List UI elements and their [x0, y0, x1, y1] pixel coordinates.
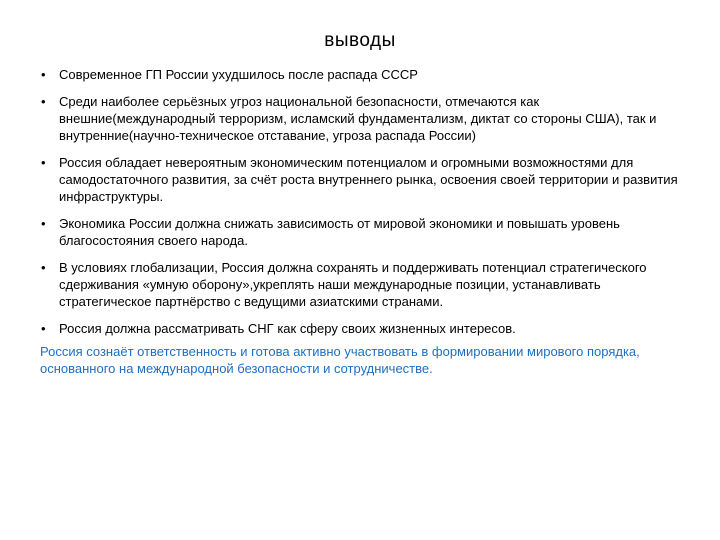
bullet-item [40, 154, 680, 205]
bullet-item [40, 93, 680, 144]
bullet-text: Россия должна рассматривать СНГ как сферу своих жизненных интересов. [59, 321, 516, 336]
bullet-text: Россия обладает невероятным экономическим потенциалом и огромными возможностями для самодостаточного развития, за счёт роста внутреннего рынка, освоения своей территории и развития инфраструктуры. [59, 155, 678, 204]
bullet-dot-icon: • [41, 67, 46, 82]
bullet-dot-icon: • [41, 260, 46, 275]
bullet-item [40, 259, 680, 310]
bullet-text: В условиях глобализации, Россия должна сохранять и поддерживать потенциал стратегического сдерживания «умную оборону»,укреплять наши международные позиции, устанавливать стратегическое партнёрство с ведущими азиатскими странами. [59, 260, 647, 309]
bullet-item [40, 320, 680, 337]
bullet-dot-icon: • [41, 94, 46, 109]
bullet-item [40, 66, 680, 83]
bullet-item [40, 215, 680, 249]
bullet-text: Среди наиболее серьёзных угроз национальной безопасности, отмечаются как внешние(международный терроризм, исламский фундаментализм, диктат со стороны США), так и внутренние(научно-техническое отставание, угроза распада России) [59, 94, 657, 143]
bullet-text: Современное ГП России ухудшилось после распада СССР [59, 67, 418, 82]
conclusion-text: Россия сознаёт ответственность и готова активно участвовать в формировании мирового порядка, основанного на международной безопасности и сотрудничестве. [40, 344, 640, 376]
slide-title: выводы [324, 30, 396, 51]
bullet-list [40, 66, 680, 347]
bullet-dot-icon: • [41, 216, 46, 231]
bullet-dot-icon: • [41, 321, 46, 336]
bullet-dot-icon: • [41, 155, 46, 170]
bullet-text: Экономика России должна снижать зависимость от мировой экономики и повышать уровень благосостояния своего народа. [59, 216, 620, 248]
